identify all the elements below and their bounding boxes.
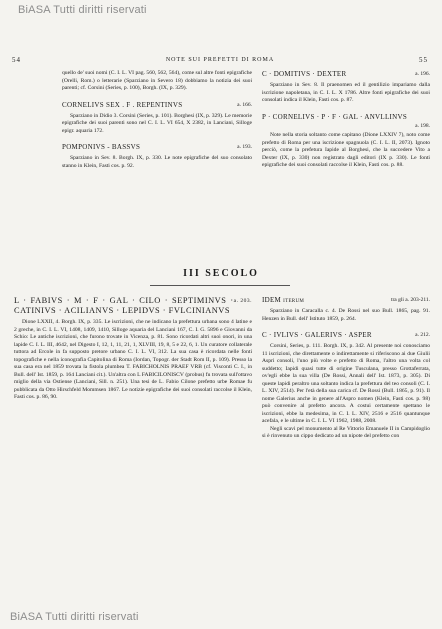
entry-text-continued: Negli scavi pel monumento al Re Vittorio Emanuele II in Campidoglio si è rinvenuto un cippo dedicato ad un nipote del prefetto con [262,425,430,439]
entry-name: P · CORNELIVS · P · F · GAL · ANVLLINVS [262,112,408,121]
entry-name: IDEM iterum [262,296,305,304]
entry-name: C · DOMITIVS · DEXTER [262,70,347,78]
entry-year: a. 196. [415,71,430,77]
entry-julius-asper [262,331,430,441]
column-top-right [262,70,430,178]
page-number-left: 54 [12,56,21,64]
entry-name: L · FABIVS · M · F · GAL · CILO · SEPTIMINVS · CATINIVS · ACILIANVS · LEPIDVS · FVLCINIANVS [14,296,234,315]
entry-heading [14,296,252,316]
entry-year: a. 212. [415,332,430,338]
entry-text: Dione LXXII, 4. Borgh. IX, p. 335. Le iscrizioni, che ne indicano la prefettura urbana sono 4 latine e 2 greche, in C. I. L. VI, 1408, 1409, 1410, Silloge aquaria del Lanciani 167, C. I. G. 5896 e Giovanni da Schio: Le antiche iscrizioni, che furono trovate in Vicenza, p. 81. Sono ricordati altri suoi onori, in una lapide C. I. L. III, 4642, nel Digesto I, 12, 1, 11, 21, 1, XLVIII, 19, 8, 5 e 22, 6, 1. Un curatore collaterale tuttora ad Ercole in fa supposto pretore urbano C. I. L. VI, 312. La sua casa è ricordata nelle fonti topografiche e nella iconografia Capitolina di Roma (Iordan, Topogr. der Stadt Rom II, p. 109). Presso la sua casa era nel 1859 trovata la fistola plumbea T. FABICHOLNIS PRAEF VRB (cf. Visconti C. I., in Bull. dell' Ist. 1859, p. 164 Lanciani cit.). Un'altra con L FABICILONISCV (probus) fu trovata sull'ottavo miglio della via Ostiense (Lanciani, Sill. n. 251). Una tesi de L. Fabio Cilone prefetto urbe Romae fu pubblicata da Otto Hirschfeld Mommsen 1867. Le notizie epigrafiche dei suoi consolati raccolse il Klein, Fasti cos. p. 86, 90. [14,319,252,400]
entry-cornelius-anullinus [262,113,430,170]
entry-text: Sparziano in Caracalla c. 4. De Rossi nel suo Bull. 1865, pag. 91. Henzen in Bull. dell' Istituto 1859, p. 264. [262,308,430,322]
watermark-bottom: BiASA Tutti diritti riservati [10,611,139,623]
entry-text: Corsini, Series, p. 111. Borgh. IX, p. 342. Al presente noi conosciamo 11 iscrizioni, che direttamente o indirettamente si riferiscono ai due Giulii Aspri consoli, l'uno più volte e prefetto di Roma, l'altro una volta col suddetto; Iapidi quasi tutte di origine Tusculana, presso Grottaferrata, ov'egli ebbe la sua villa (De Rossi, Annali dell' Ist. 1873, p. 305). Di queste lapidi peraltro una soltanto indica la prefettura del teo consoli (C. I. L. XIV, 2514). Per l'età della sua carica cf. De Rossi (Bull. 1865, p. 91). Il nome Galerius anche in genere all'Aspro nomen (Klein, Fasti cos. p. 98) può convenire al prefetto ancora. A costui certamente spettano le iscrizioni, ebbe la medesima, in C. I. L. XIV, 2516 e 2516 quantunque acefala, e le ultime in C. I. L. VI 1962, 1988, 2008. [262,343,430,424]
entry-year: a. 166. [237,101,252,108]
entry-text: Sparziano in Didio 3. Corsini (Series, p. 101). Borghesi (IX, p. 329). Le memorie epigrafiche dei suoi parenti sono nel C. I. L. VI 654, X 2382, in Lanciani, Silloge epigr. aquaria 172. [62,112,252,134]
column-bottom-right [262,296,430,449]
entry-year: a. 198. [415,122,430,129]
entry-name: CORNELIVS SEX . F . REPENTINVS [62,100,183,109]
page-number-right: 55 [419,56,428,64]
section-divider [150,285,290,286]
entry-domitius-dexter [262,70,430,105]
entry-name: C · IVLIVS · GALERIVS · ASPER [262,331,372,339]
entry-year: a. 193. [237,144,252,150]
entry-text: Note nella storia soltanto come capitano (Dione LXXIV 7), noto come prefetto di Roma per una iscrizione spagnuola (C. I. L. II, 2073). Ignoto perciò, come la prefetura Iapide al Borghesi, che la succedere Vito a Dexter (IX, p. 330) non registrato dagli editori (IX p. 330). Le fonti epigrafiche dei suoi consolati raccolse il Klein, Fasti cos. p. 88. [262,132,430,168]
entry-idem-iterum [262,296,430,323]
section-title: III SECOLO [183,268,259,279]
entry-year: tra gli a. 203-211. [390,297,430,303]
entry-name: POMPONIVS - BASSVS [62,143,141,151]
running-header [12,56,428,66]
entry-fabius-cilo [14,296,252,402]
entry-cornelius-repentinus [62,101,252,136]
column-top-left [62,70,252,178]
running-title: NOTE SUI PREFETTI DI ROMA [165,57,275,63]
entry-text: Sparziano in Sev. 8. Borgh. IX, p. 330. Le note epigrafiche del suo consolato stanno in Klein, Fasti cos. p. 92. [62,155,252,169]
entry-text: Sparziano in Sev. 8. Il praenomen ed il gentilizio impariamo dalla iscrizione napoletana, in C. I. L. X 1786. Altre fonti epigrafiche dei suoi consolati indica il Klein, Fasti cos. p. 87. [262,82,430,103]
entry-continuation [62,70,252,93]
watermark-top: BiASA Tutti diritti riservati [18,4,147,16]
column-bottom-left [14,296,252,410]
entry-text: quello de' suoi nomi (C. I. L. VI pag. 560, 562, 564), come sul altre fonti epigrafiche (Orelli, Rom.) o letterarie (Sparziano in Severo 18) dobbiamo la notizia dei suoi parenti; cf. Corsini (Series, p. 100), Borgh. (IX, p. 329). [62,70,252,91]
entry-pomponius-bassus [62,143,252,170]
entry-year: a. 203. [233,298,252,304]
